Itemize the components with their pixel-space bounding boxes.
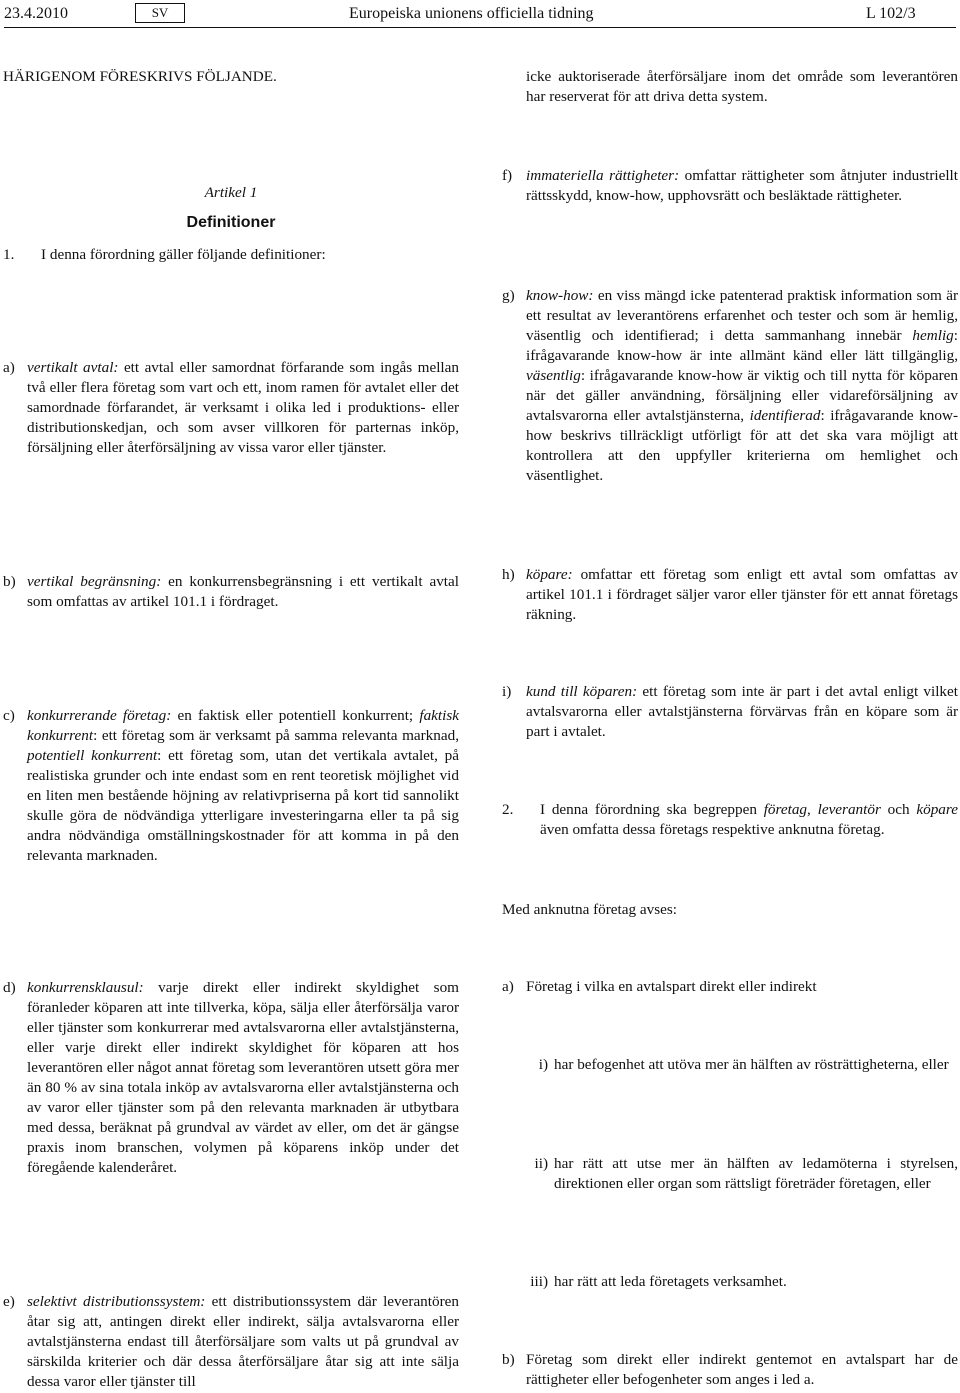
definition-d [3, 978, 459, 1178]
definition-a [3, 358, 459, 458]
item-text [526, 565, 958, 625]
item-label: e) [3, 1293, 15, 1310]
defined-term: väsentlig [526, 367, 581, 384]
defined-term: selektivt distributionssystem: [27, 1293, 206, 1310]
paragraph-number: 1. [3, 246, 15, 263]
item-text: icke auktoriserade återförsäljare inom det område som leverantören har reserverat för att driva detta system. [526, 68, 958, 105]
related-undertakings-intro: Med anknutna företag avses: [502, 901, 678, 918]
related-a [502, 977, 958, 997]
definition-body: en faktisk eller potentiell konkurrent; [171, 707, 420, 724]
article-title: Artikel 1 [204, 184, 258, 201]
definition-body: en viss mängd icke patenterad praktisk information som är ett resultat av leverantörens erfarenhet och tester och som är hemlig, väsentlig och identifierad; i detta sammanhang innebär [526, 287, 958, 344]
item-text: Företag i vilka en avtalspart direkt eller indirekt [526, 978, 817, 995]
defined-term: köpare [916, 801, 958, 818]
item-text [526, 682, 958, 742]
paragraph-number: 2. [502, 801, 514, 818]
definition-body: ett avtal eller samordnat förfarande som ingås mellan två eller flera företag som vart och ett, inom ramen för avtalet eller det samordnade förfarandet, är verksamt i olika led i produktions- eller distributionskedjan, och som avser villkoren för parternas inköp, försäljning eller återförsäljning av vissa varor eller tjänster. [27, 359, 459, 456]
defined-term: know-how: [526, 287, 594, 304]
item-label: iii) [530, 1273, 548, 1290]
item-text: har rätt att leda företagets verksamhet. [554, 1273, 787, 1290]
defined-term: immateriella rättigheter: [526, 167, 680, 184]
definition-body: ett företag som inte är part i det avtal enligt vilket avtalsvarorna eller avtalstjänsterna förvärvas från en köpare som är part i avtalet. [526, 683, 958, 740]
definition-c [3, 706, 459, 866]
item-text: har befogenhet att utöva mer än hälften av rösträttigheterna, eller [554, 1056, 949, 1073]
related-a-i [526, 1055, 958, 1075]
item-label: f) [502, 167, 513, 184]
related-b [502, 1350, 958, 1390]
item-text [27, 572, 459, 612]
defined-term: företag [763, 801, 808, 818]
defined-term: faktisk konkurrent [27, 707, 459, 744]
definition-body: omfattar rättigheter som åtnjuter industriellt rättsskydd, know-how, upphovsrätt och besläktade rättigheter. [526, 167, 958, 204]
definition-h [502, 565, 958, 625]
defined-term: identifierad [749, 407, 821, 424]
definition-body: en konkurrensbegränsning i ett vertikalt avtal som omfattas av artikel 101.1 i fördraget. [27, 573, 459, 610]
definition-body: : ifrågavarande know-how beskrivs tillräckligt utförligt för att det ska vara möjligt att kontrollera att den uppfyller kriterierna om hemlighet och väsentlighet. [526, 407, 958, 484]
item-text [27, 358, 459, 458]
definition-body: : ett företag som är verksamt på samma relevanta marknad, [93, 727, 459, 744]
defined-term: konkurrensklausul: [27, 979, 144, 996]
definition-f [502, 166, 958, 206]
item-text [27, 706, 459, 866]
definition-body: : ifrågavarande know-how är inte allmänt känd eller lätt tillgänglig, [526, 327, 958, 364]
page-header [0, 3, 960, 25]
definition-body: ett distributionssystem där leverantören åtar sig att, antingen direkt eller indirekt, sälja avtalsvarorna eller avtalstjänsterna endast till återförsäljare som valts ut på grundval av särskilda kriterier och där dessa återförsäljare åtar sig att inte sälja dessa varor eller tjänster till [27, 1293, 459, 1390]
item-text: har rätt att utse mer än hälften av ledamöterna i styrelsen, direktionen eller organ som rättsligt företräder företagen, eller [554, 1155, 958, 1192]
related-a-iii [526, 1272, 958, 1292]
definition-body: varje direkt eller indirekt skyldighet som föranleder köparen att inte tillverka, köpa, sälja eller återförsälja varor eller tjänster som konkurrerar med avtalsvarorna eller avtalstjänsterna, eller varje direkt eller indirekt skyldighet för köparen att hos leverantören eller något annat företag som leverantören utsett göra mer än 80 % av sina totala inköp av avtalsvarorna eller avtalstjänsterna och av varor eller tjänster som på den relevanta marknaden är utbytbara med dessa, beräknat på grundval av värdet av eller, om det är gängse praxis inom branschen, volymen på köparens inköp under det föregående kalenderåret. [27, 979, 459, 1176]
defined-term: köpare: [526, 566, 573, 583]
item-text [526, 286, 958, 486]
defined-term: leverantör [817, 801, 881, 818]
defined-term: vertikalt avtal: [27, 359, 119, 376]
article-subtitle: Definitioner [186, 214, 276, 231]
item-label: h) [502, 566, 515, 583]
item-label: b) [502, 1351, 515, 1368]
defined-term: potentiell konkurrent [27, 747, 158, 764]
item-label: g) [502, 287, 515, 304]
definition-e [3, 1292, 459, 1392]
item-label: i) [502, 683, 512, 700]
language-badge: SV [135, 3, 185, 23]
item-label: ii) [534, 1155, 548, 1172]
item-label: i) [538, 1056, 548, 1073]
page-reference: L 102/3 [866, 5, 916, 22]
enacting-formula: HÄRIGENOM FÖRESKRIVS FÖLJANDE. [3, 68, 277, 85]
publication-date: 23.4.2010 [4, 5, 68, 22]
related-a-ii [526, 1154, 958, 1194]
item-label: d) [3, 979, 16, 996]
item-label: c) [3, 707, 15, 724]
item-text [27, 1292, 459, 1392]
journal-title: Europeiska unionens officiella tidning [349, 5, 594, 22]
definition-body: : ett företag som, utan det vertikala avtalet, på realistiska grunder och inte endast som en rent teoretisk möjlighet vid en liten men bestående höjning av relativpriserna på kort tid sannolikt skulle göra de nödvändiga ytterligare investeringarna eller ta på sig andra nödvändiga omställningskostnader för att komma in på den relevanta marknaden. [27, 747, 459, 864]
item-text: Företag som direkt eller indirekt gentemot en avtalspart har de rättigheter eller befogenheter som anges i led a. [526, 1351, 958, 1388]
definition-e-continued [502, 67, 958, 107]
item-label: a) [502, 978, 514, 995]
item-label: b) [3, 573, 16, 590]
definition-i [502, 682, 958, 742]
definition-body: omfattar ett företag som enligt ett avtal som omfattas av artikel 101.1 i fördraget säljer varor eller tjänster för ett annat företags räkning. [526, 566, 958, 623]
paragraph-text: I denna förordning ska begreppen företag, leverantör och köpare även omfatta dessa företags respektive anknutna företag. [540, 801, 958, 838]
definition-b [3, 572, 459, 612]
paragraph-text: I denna förordning gäller följande definitioner: [41, 246, 326, 263]
defined-term: vertikal begränsning: [27, 573, 162, 590]
defined-term: kund till köparen: [526, 683, 638, 700]
item-label: a) [3, 359, 15, 376]
item-text [27, 978, 459, 1178]
item-text [526, 166, 958, 206]
definition-g [502, 286, 958, 486]
header-rule [4, 27, 956, 28]
paragraph-2 [502, 800, 958, 840]
paragraph-1 [3, 245, 459, 265]
defined-term: konkurrerande företag: [27, 707, 172, 724]
definition-body: : ifrågavarande know-how är viktig och till nytta för köparen när det gäller användning, försäljning eller vidareförsäljning av avtalsvarorna eller avtalstjänsterna, [526, 367, 958, 424]
defined-term: hemlig [912, 327, 954, 344]
